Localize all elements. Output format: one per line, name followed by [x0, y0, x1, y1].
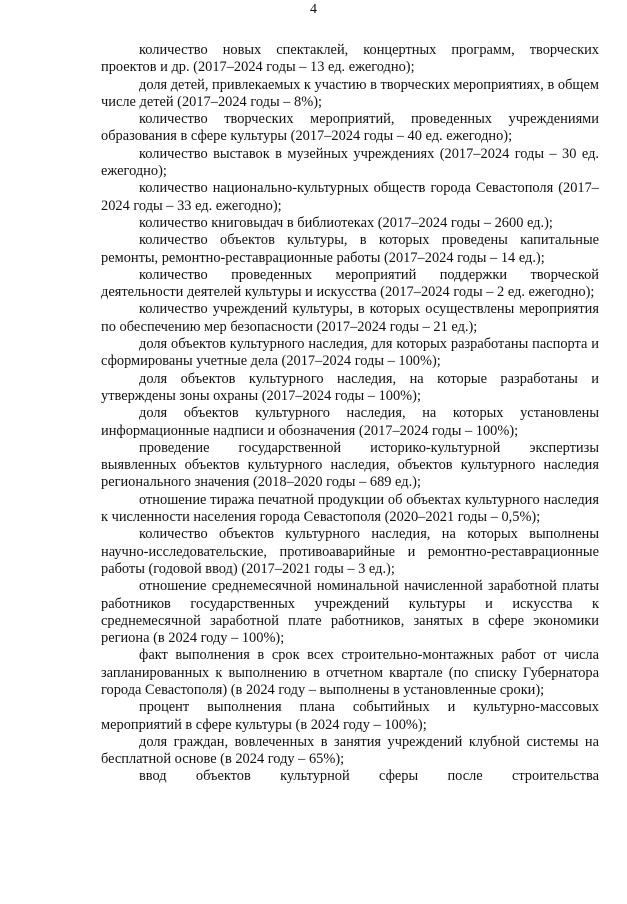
- paragraph-info-signs: доля объектов культурного наследия, на которых установлены информационные надписи и обозначения (2017–2024 годы – 100%);: [101, 405, 599, 439]
- paragraph-library-loans: количество книговыдач в библиотеках (2017–2024 годы – 2600 ед.);: [139, 214, 553, 231]
- paragraph-club-participation: доля граждан, вовлеченных в занятия учреждений клубной системы на бесплатной основе (в 2024 году – 65%);: [101, 733, 599, 768]
- paragraph-salary-ratio: отношение среднемесячной номинальной начисленной заработной платы работников государственных учреждений культуры и искусства к среднемесячной заработной плате работников, занятых в сфере экономики региона (в 2024 году – 100%);: [101, 578, 599, 647]
- paragraph-national-societies: количество национально-культурных обществ города Севастополя (2017–2024 годы – 33 ед. ежегодно);: [101, 180, 599, 214]
- paragraph-events-plan: процент выполнения плана событийных и культурно-массовых мероприятий в сфере культуры (в 2024 году – 100%);: [101, 699, 599, 733]
- paragraph-creative-events: количество творческих мероприятий, проведенных учреждениями образования в сфере культуры (2017–2024 годы – 40 ед. ежегодно);: [101, 111, 599, 145]
- paragraph-culture-objects-commissioning: ввод объектов культурной сферы после строительства: [139, 768, 599, 785]
- paragraph-support-events: количество проведенных мероприятий поддержки творческой деятельности деятелей культуры и искусства (2017–2024 годы – 2 ед. ежегодно);: [101, 266, 599, 301]
- paragraph-security-measures: количество учреждений культуры, в которых осуществлены мероприятия по обеспечению мер безопасности (2017–2024 годы – 21 ед.);: [101, 301, 599, 335]
- paragraph-museum-exhibitions: количество выставок в музейных учреждениях (2017–2024 годы – 30 ед. ежегодно);: [101, 145, 599, 180]
- paragraph-construction-completion: факт выполнения в срок всех строительно-монтажных работ от числа запланированных к выполнению в отчетном квартале (по списку Губернатора города Севастополя) (в 2024 году – выполнены в установленные сроки);: [101, 647, 599, 698]
- paragraph-heritage-passports: доля объектов культурного наследия, для которых разработаны паспорта и сформированы учетные дела (2017–2024 годы – 100%);: [101, 336, 599, 370]
- paragraph-repaired-objects: количество объектов культуры, в которых проведены капитальные ремонты, ремонтно-реставрационные работы (2017–2024 годы – 14 ед.);: [101, 232, 599, 266]
- paragraph-heritage-expertise: проведение государственной историко-культурной экспертизы выявленных объектов культурного наследия, объектов культурного наследия регионального значения (2018–2020 годы – 689 ед.);: [101, 439, 599, 491]
- paragraph-restoration-works: количество объектов культурного наследия, на которых выполнены научно-исследовательские, противоаварийные и ремонтно-реставрационные работы (годовой ввод) (2017–2021 годы – 3 ед.);: [101, 526, 599, 577]
- paragraph-protection-zones: доля объектов культурного наследия, на которые разработаны и утверждены зоны охраны (2017–2024 годы – 100%);: [101, 370, 599, 404]
- document-body: [101, 42, 599, 786]
- paragraph-print-ratio: отношение тиража печатной продукции об объектах культурного наследия к численности населения города Севастополя (2020–2021 годы – 0,5%);: [101, 491, 599, 526]
- page-number: 4: [310, 2, 317, 17]
- paragraph-children-share: доля детей, привлекаемых к участию в творческих мероприятиях, в общем числе детей (2017–2024 годы – 8%);: [101, 76, 599, 110]
- paragraph-new-performances: количество новых спектаклей, концертных программ, творческих проектов и др. (2017–2024 годы – 13 ед. ежегодно);: [101, 42, 599, 76]
